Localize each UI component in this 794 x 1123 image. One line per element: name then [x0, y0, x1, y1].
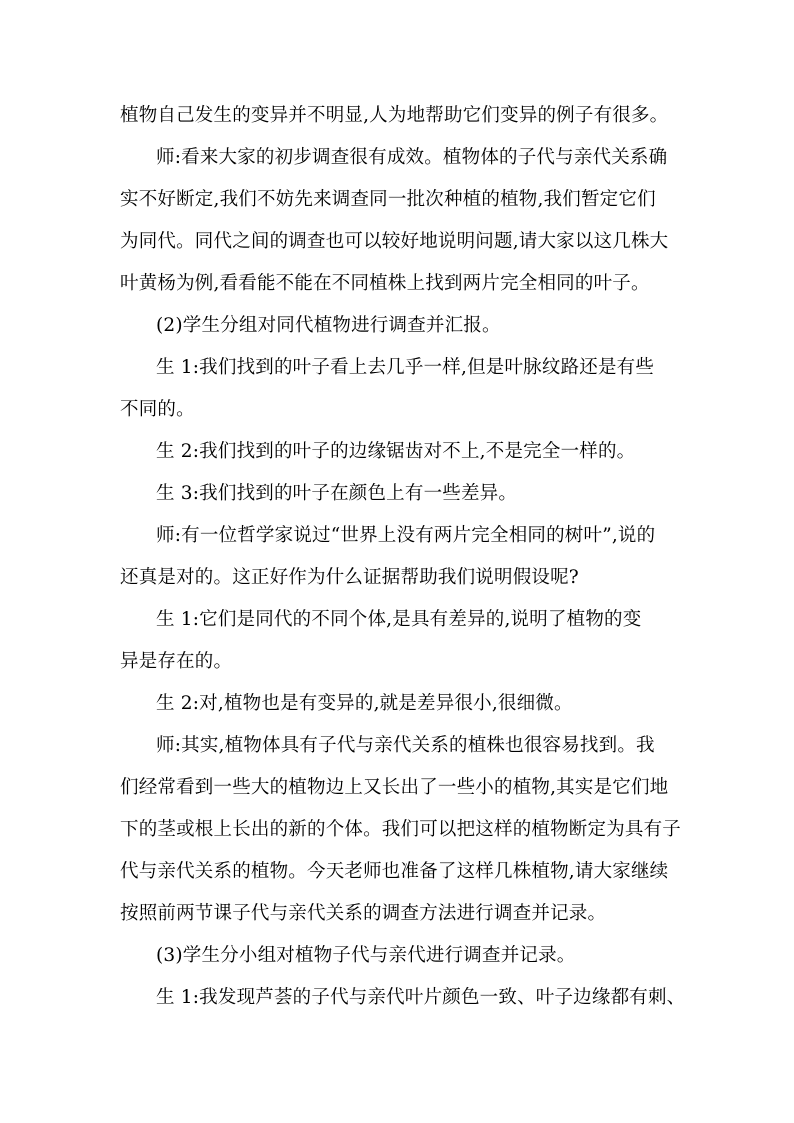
text-line: 生 1:它们是同代的不同个体,是具有差异的,说明了植物的变 [156, 609, 642, 630]
text-line: 生 1:我发现芦荟的子代与亲代叶片颜色一致、叶子边缘都有刺、 [156, 987, 686, 1008]
text-line: 生 2:我们找到的叶子的边缘锯齿对不上,不是完全一样的。 [156, 441, 636, 462]
text-line: (3)学生分小组对植物子代与亲代进行调查并记录。 [156, 945, 576, 966]
text-line: 实不好断定,我们不妨先来调查同一批次种植的植物,我们暂定它们 [120, 189, 656, 210]
text-line: 师:看来大家的初步调查很有成效。植物体的子代与亲代关系确 [156, 147, 668, 168]
text-line: 生 2:对,植物也是有变异的,就是差异很小,很细微。 [156, 693, 573, 714]
text-line: 们经常看到一些大的植物边上又长出了一些小的植物,其实是它们地 [120, 777, 669, 798]
text-line: 叶黄杨为例,看看能不能在不同植株上找到两片完全相同的叶子。 [120, 273, 650, 294]
text-line: (2)学生分组对同代植物进行调查并汇报。 [156, 315, 501, 336]
text-line: 不同的。 [120, 399, 195, 420]
text-line: 代与亲代关系的植物。今天老师也准备了这样几株植物,请大家继续 [120, 861, 669, 882]
text-line: 植物自己发生的变异并不明显,人为地帮助它们变异的例子有很多。 [120, 105, 669, 126]
text-line: 师:有一位哲学家说过“世界上没有两片完全相同的树叶”,说的 [156, 525, 656, 546]
text-line: 异是存在的。 [120, 651, 233, 672]
text-line: 为同代。同代之间的调查也可以较好地说明问题,请大家以这几株大 [120, 231, 669, 252]
text-line: 生 1:我们找到的叶子看上去几乎一样,但是叶脉纹路还是有些 [156, 357, 655, 378]
text-line: 生 3:我们找到的叶子在颜色上有一些差异。 [156, 483, 518, 504]
text-line: 还真是对的。这正好作为什么证据帮助我们说明假设呢? [120, 567, 579, 588]
text-line: 师:其实,植物体具有子代与亲代关系的植株也很容易找到。我 [156, 735, 655, 756]
text-line: 按照前两节课子代与亲代关系的调查方法进行调查并记录。 [120, 903, 607, 924]
text-line: 下的茎或根上长出的新的个体。我们可以把这样的植物断定为具有子 [120, 819, 682, 840]
